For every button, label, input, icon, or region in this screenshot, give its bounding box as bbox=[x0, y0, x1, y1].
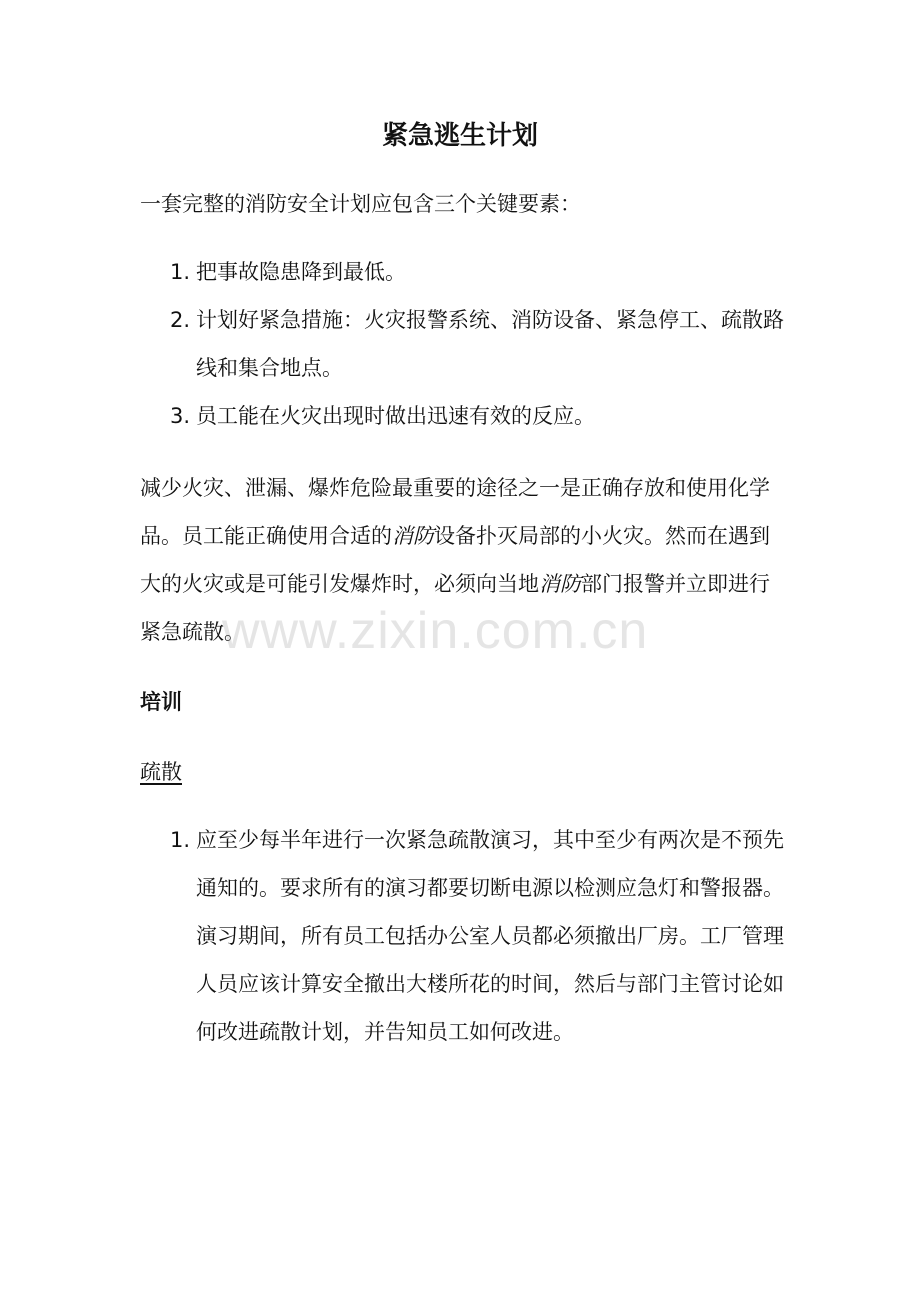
body-text-part: 减少火灾、泄漏、爆炸危险最重要的途径之一是正确存放和使用化学品。员工能正确使用合适的 bbox=[140, 476, 770, 548]
list-item-text: 应至少每半年进行一次紧急疏散演习，其中至少有两次是不预先通知的。要求所有的演习都要切断电源以检测应急灯和警报器。演习期间，所有员工包括办公室人员都必须撤出厂房。工厂管理人员应该计算安全撤出大楼所花的时间，然后与部门主管讨论如何改进疏散计划，并告知员工如何改进。 bbox=[196, 828, 784, 1044]
evacuation-list bbox=[170, 816, 785, 1056]
training-heading: 培训 bbox=[140, 690, 182, 714]
body-paragraph bbox=[140, 464, 785, 656]
list-item-number: 2. bbox=[170, 308, 191, 332]
body-italic-text: 消防 bbox=[392, 524, 434, 548]
list-item-text: 把事故隐患降到最低。 bbox=[196, 260, 406, 284]
body-text-part: 部门报警并立即进行紧急疏散。 bbox=[140, 572, 770, 644]
list-item bbox=[170, 248, 785, 296]
list-item bbox=[170, 296, 785, 392]
document-title: 紧急逃生计划 bbox=[381, 121, 538, 151]
list-item bbox=[170, 392, 785, 440]
list-item bbox=[170, 816, 785, 1056]
evacuation-heading: 疏散 bbox=[140, 760, 182, 784]
key-elements-list bbox=[170, 248, 785, 440]
list-item-text: 员工能在火灾出现时做出迅速有效的反应。 bbox=[196, 404, 595, 428]
list-item-number: 1. bbox=[170, 828, 191, 852]
intro-paragraph: 一套完整的消防安全计划应包含三个关键要素： bbox=[140, 192, 581, 216]
list-item-number: 1. bbox=[170, 260, 191, 284]
watermark: www.zixin.com.cn bbox=[222, 602, 649, 660]
list-item-number: 3. bbox=[170, 404, 191, 428]
body-text-part: 设备扑灭局部的小火灾。然而在遇到大的火灾或是可能引发爆炸时，必须向当地 bbox=[140, 524, 770, 596]
list-item-text: 计划好紧急措施：火灾报警系统、消防设备、紧急停工、疏散路线和集合地点。 bbox=[196, 308, 784, 380]
body-italic-text: 消防 bbox=[539, 572, 581, 596]
